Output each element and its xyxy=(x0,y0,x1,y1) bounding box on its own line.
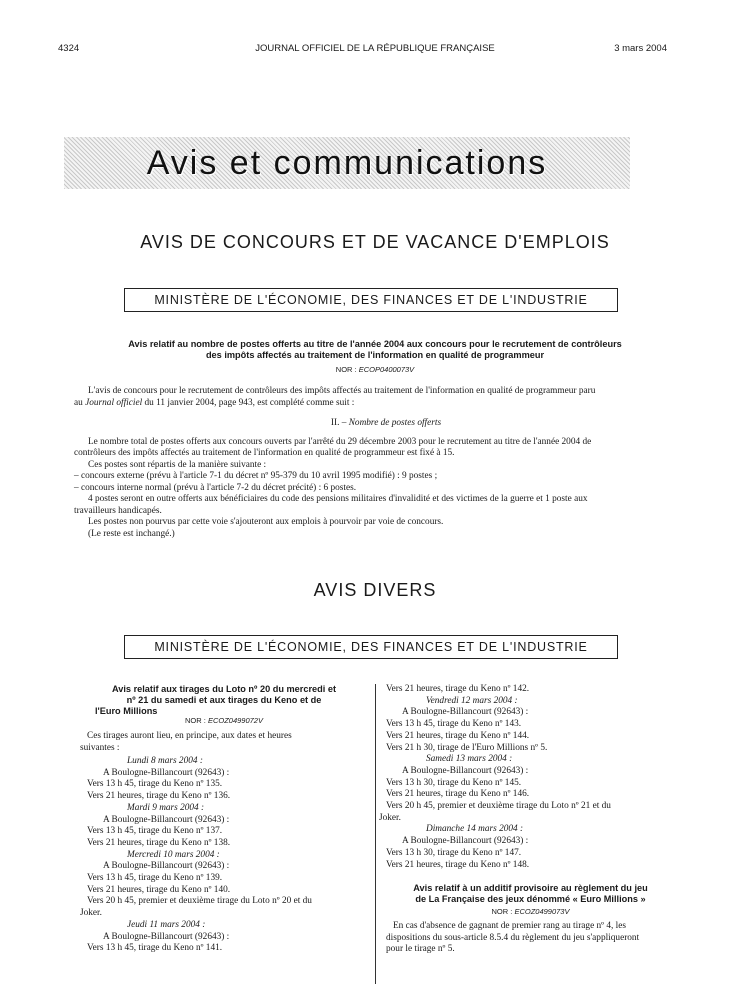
schedule-date: Vendredi 12 mars 2004 : xyxy=(426,695,518,706)
loto-nor: NOR : ECOZ0499072V xyxy=(185,716,263,725)
body-line: 4 postes seront en outre offerts aux bénéficiaires du code des pensions militaires d'invalidité et des victimes de la guerre et 1 poste aux xyxy=(88,494,588,504)
schedule-place: A Boulogne-Billancourt (92643) : xyxy=(402,836,529,847)
euro-nor: NOR : ECOZ0499073V xyxy=(491,907,570,916)
body-line: contrôleurs des impôts affectés au traitement de l'information en qualité de programmeur est fixé à 15. xyxy=(74,448,455,458)
body-line: Ces tirages auront lieu, en principe, aux dates et heures xyxy=(87,731,292,741)
loto-intro xyxy=(80,731,368,754)
schedule-line: Vers 21 heures, tirage du Keno nº 142. xyxy=(386,684,530,694)
schedule-line: Vers 21 heures, tirage du Keno nº 140. xyxy=(87,884,231,895)
schedule-place: A Boulogne-Billancourt (92643) : xyxy=(402,765,529,776)
body-line: au Journal officiel du 11 janvier 2004, page 943, est complété comme suit : xyxy=(74,397,355,408)
issue-date: 3 mars 2004 xyxy=(614,43,667,54)
right-schedule xyxy=(379,684,676,871)
schedule-line: Vers 13 h 30, tirage du Keno nº 147. xyxy=(386,847,522,858)
column-divider xyxy=(375,684,376,984)
nor-label: NOR : xyxy=(335,365,359,374)
schedule-line: Joker. xyxy=(379,812,401,823)
nor-code: ECOP0400073V xyxy=(358,365,415,374)
schedule-place: A Boulogne-Billancourt (92643) : xyxy=(103,767,230,778)
loto-notice-title xyxy=(80,684,368,717)
title-line: de La Française des jeux dénommé « Euro Millions » xyxy=(415,894,646,904)
schedule-line: Vers 20 h 45, premier et deuxième tirage du Loto nº 21 et du xyxy=(386,801,611,812)
page-number: 4324 xyxy=(58,43,80,54)
ministry-box: MINISTÈRE DE L'ÉCONOMIE, DES FINANCES ET DE L'INDUSTRIE xyxy=(124,288,618,312)
section-title-concours: AVIS DE CONCOURS ET DE VACANCE D'EMPLOIS xyxy=(140,232,610,252)
title-line: Avis relatif aux tirages du Loto nº 20 du mercredi et xyxy=(111,684,337,694)
euro-notice-title xyxy=(383,883,678,905)
schedule-line: Vers 21 heures, tirage du Keno nº 138. xyxy=(87,837,231,848)
schedule-line: Vers 13 h 30, tirage du Keno nº 145. xyxy=(386,777,522,788)
notice-title xyxy=(60,339,690,361)
schedule-place: A Boulogne-Billancourt (92643) : xyxy=(103,861,230,872)
schedule-line: Vers 13 h 45, tirage du Keno nº 141. xyxy=(87,943,223,954)
schedule-line: Vers 13 h 45, tirage du Keno nº 135. xyxy=(87,779,223,790)
schedule-line: Vers 21 heures, tirage du Keno nº 144. xyxy=(386,730,530,741)
notice-body xyxy=(74,386,698,540)
body-line: – concours externe (prévu à l'article 7-1 du décret nº 95-379 du 10 avril 1995 modifié) : 9 postes ; xyxy=(74,471,438,481)
schedule-line: Vers 21 heures, tirage du Keno nº 146. xyxy=(386,789,530,800)
schedule-line: Vers 21 heures, tirage du Keno nº 136. xyxy=(87,791,231,802)
ministry-box: MINISTÈRE DE L'ÉCONOMIE, DES FINANCES ET DE L'INDUSTRIE xyxy=(124,635,618,659)
nor-reference xyxy=(0,365,750,374)
journal-title: JOURNAL OFFICIEL DE LA RÉPUBLIQUE FRANÇAISE xyxy=(255,43,495,54)
body-line: Ces postes sont répartis de la manière suivante : xyxy=(88,459,267,470)
schedule-date: Lundi 8 mars 2004 : xyxy=(127,756,203,766)
schedule-date: Mardi 9 mars 2004 : xyxy=(127,802,205,813)
euro-body xyxy=(386,921,676,956)
body-line: Les postes non pourvus par cette voie s'ajouteront aux emplois à pourvoir par voie de concours. xyxy=(88,517,444,527)
left-schedule xyxy=(80,756,371,955)
schedule-place: A Boulogne-Billancourt (92643) : xyxy=(103,931,230,942)
title-line: nº 21 du samedi et aux tirages du Keno et de xyxy=(126,695,322,705)
journal-officiel-ref: Journal officiel xyxy=(85,397,143,408)
body-line: suivantes : xyxy=(80,742,120,753)
schedule-place: A Boulogne-Billancourt (92643) : xyxy=(103,814,230,825)
title-line: Avis relatif à un additif provisoire au règlement du jeu xyxy=(413,883,648,893)
body-line: travailleurs handicapés. xyxy=(74,505,162,516)
schedule-line: Vers 20 h 45, premier et deuxième tirage du Loto nº 20 et du xyxy=(87,896,312,907)
body-line: (Le reste est inchangé.) xyxy=(88,528,175,539)
title-line: l'Euro Millions xyxy=(95,706,158,716)
body-line: En cas d'absence de gagnant de premier rang au tirage nº 4, les xyxy=(393,921,627,931)
schedule-line: Vers 21 h 30, tirage de l'Euro Millions nº 5. xyxy=(386,742,548,753)
schedule-place: A Boulogne-Billancourt (92643) : xyxy=(402,707,529,718)
schedule-line: Joker. xyxy=(80,908,102,919)
body-line: L'avis de concours pour le recrutement de contrôleurs des impôts affectés au traitement de l'information en qualité de programmeur paru xyxy=(88,386,596,396)
schedule-date: Samedi 13 mars 2004 : xyxy=(426,754,513,765)
section-title-divers: AVIS DIVERS xyxy=(313,580,437,600)
schedule-date: Jeudi 11 mars 2004 : xyxy=(127,919,206,930)
notice-title-line: des impôts affectés au traitement de l'information en qualité de programmeur xyxy=(205,350,545,360)
schedule-line: Vers 13 h 45, tirage du Keno nº 139. xyxy=(87,873,223,884)
body-line: Le nombre total de postes offerts aux concours ouverts par l'arrêté du 29 décembre 2003 pour le recrutement au titre de l'année 2004 de xyxy=(88,436,592,447)
schedule-line: Vers 21 heures, tirage du Keno nº 148. xyxy=(386,859,530,870)
body-line: pour le tirage nº 5. xyxy=(386,944,455,954)
banner-title: Avis et communications xyxy=(146,143,548,182)
schedule-date: Mercredi 10 mars 2004 : xyxy=(127,849,220,860)
notice-title-line: Avis relatif au nombre de postes offerts au titre de l'année 2004 aux concours pour le recrutement de contrôleurs xyxy=(128,339,622,349)
schedule-line: Vers 13 h 45, tirage du Keno nº 143. xyxy=(386,719,522,730)
schedule-line: Vers 13 h 45, tirage du Keno nº 137. xyxy=(87,826,223,837)
body-line: dispositions du sous-article 8.5.4 du règlement du jeu s'appliqueront xyxy=(386,932,640,943)
body-line: – concours interne normal (prévu à l'article 7-2 du décret précité) : 6 postes. xyxy=(74,482,357,493)
schedule-date: Dimanche 14 mars 2004 : xyxy=(426,824,524,835)
subheading: II. – Nombre de postes offerts xyxy=(330,418,442,428)
section-banner xyxy=(64,137,630,189)
